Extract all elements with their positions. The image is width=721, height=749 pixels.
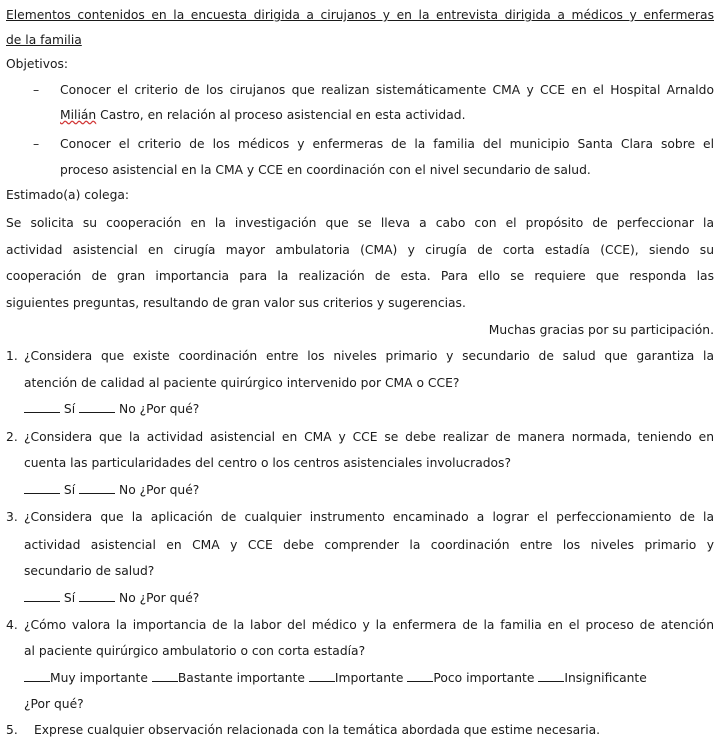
question-1-no-label: No ¿Por qué? xyxy=(119,402,200,416)
question-1-no-blank[interactable] xyxy=(79,401,115,413)
question-3-yes-blank[interactable] xyxy=(24,590,60,602)
salutation: Estimado(a) colega: xyxy=(6,188,130,202)
question-2-number: 2. xyxy=(6,430,18,444)
option-poco-importante: Poco importante xyxy=(433,671,535,685)
intro-line-2: actividad asistencial en cirugía mayor ambulatoria (CMA) y cirugía de corta estadía (CCE), siendo su xyxy=(6,243,714,257)
question-3-no-blank[interactable] xyxy=(79,590,115,602)
question-1-answer xyxy=(24,401,714,417)
question-4-follow-up: ¿Por qué? xyxy=(24,697,84,711)
question-3-line-3: secundario de salud? xyxy=(24,564,155,578)
question-3-yes-label: Sí xyxy=(63,591,76,605)
intro-line-3: cooperación de gran importancia para la realización de esta. Para ello se requiere que responda las xyxy=(6,269,714,283)
option-importante: Importante xyxy=(334,671,404,685)
objective-1-line-2 xyxy=(60,107,714,123)
option-blank-bastante-importante[interactable] xyxy=(152,670,178,682)
objective-2-line-1: Conocer el criterio de los médicos y enfermeras de la familia del municipio Santa Clara sobre el xyxy=(60,137,714,151)
question-2-no-label: No ¿Por qué? xyxy=(119,483,200,497)
question-4-number: 4. xyxy=(6,618,18,632)
option-muy-importante: Muy importante xyxy=(50,671,148,685)
objective-2-bullet: – xyxy=(33,137,40,151)
question-5-line-1: Exprese cualquier observación relacionada con la temática abordada que estime necesaria. xyxy=(34,723,601,737)
thanks-note: Muchas gracias por su participación. xyxy=(488,323,714,337)
question-3-line-1: ¿Considera que la aplicación de cualquier instrumento encaminado a lograr el perfeccionamiento de la xyxy=(24,510,714,524)
question-1-line-1: ¿Considera que existe coordinación entre los niveles primario y secundario de salud que garantiza la xyxy=(24,349,714,363)
document-title-line-1: Elementos contenidos en la encuesta dirigida a cirujanos y en la entrevista dirigida a médicos y enfermeras xyxy=(6,8,714,22)
question-2-answer xyxy=(24,482,714,498)
objective-1-line-1: Conocer el criterio de los cirujanos que realizan sistemáticamente CMA y CCE en el Hospital Arnaldo xyxy=(60,83,714,97)
question-3-number: 3. xyxy=(6,510,18,524)
question-3-line-2: actividad asistencial en CMA y CCE debe comprender la coordinación entre los niveles primario y xyxy=(24,538,714,552)
objective-1-bullet: – xyxy=(33,83,40,97)
question-2-no-blank[interactable] xyxy=(79,482,115,494)
question-3-no-label: No ¿Por qué? xyxy=(119,591,200,605)
question-4-line-2: al paciente quirúrgico ambulatorio o con corta estadía? xyxy=(24,644,366,658)
question-3-answer xyxy=(24,590,714,606)
option-blank-muy-importante[interactable] xyxy=(24,670,50,682)
question-4-line-1: ¿Cómo valora la importancia de la labor del médico y la enfermera de la familia en el proceso de atención xyxy=(24,618,714,632)
objective-1-surname: Milián xyxy=(60,108,97,122)
question-2-yes-blank[interactable] xyxy=(24,482,60,494)
question-1-number: 1. xyxy=(6,349,18,363)
option-blank-poco-importante[interactable] xyxy=(407,670,433,682)
question-4-options xyxy=(24,670,714,686)
intro-line-4: siguientes preguntas, resultando de gran valor sus criterios y sugerencias. xyxy=(6,296,466,310)
question-2-line-1: ¿Considera que la actividad asistencial en CMA y CCE se debe realizar de manera normada, teniendo en xyxy=(24,430,714,444)
objective-2-line-2: proceso asistencial en la CMA y CCE en coordinación con el nivel secundario de salud. xyxy=(60,163,591,177)
question-1-yes-label: Sí xyxy=(63,402,76,416)
option-blank-importante[interactable] xyxy=(309,670,335,682)
option-bastante-importante: Bastante importante xyxy=(177,671,305,685)
document-title-line-2: de la familia xyxy=(6,33,82,47)
objective-1-line-2-rest: Castro, en relación al proceso asistencial en esta actividad. xyxy=(96,108,466,122)
question-2-yes-label: Sí xyxy=(63,483,76,497)
intro-line-1: Se solicita su cooperación en la investigación que se lleva a cabo con el propósito de perfeccionar la xyxy=(6,216,714,230)
question-2-line-2: cuenta las particularidades del centro o los centros asistenciales involucrados? xyxy=(24,456,511,470)
option-insignificante: Insignificante xyxy=(564,671,647,685)
question-1-line-2: atención de calidad al paciente quirúrgico intervenido por CMA o CCE? xyxy=(24,376,460,390)
objectives-label: Objetivos: xyxy=(6,57,69,71)
option-blank-insignificante[interactable] xyxy=(538,670,564,682)
question-1-yes-blank[interactable] xyxy=(24,401,60,413)
question-5-number: 5. xyxy=(6,723,18,737)
